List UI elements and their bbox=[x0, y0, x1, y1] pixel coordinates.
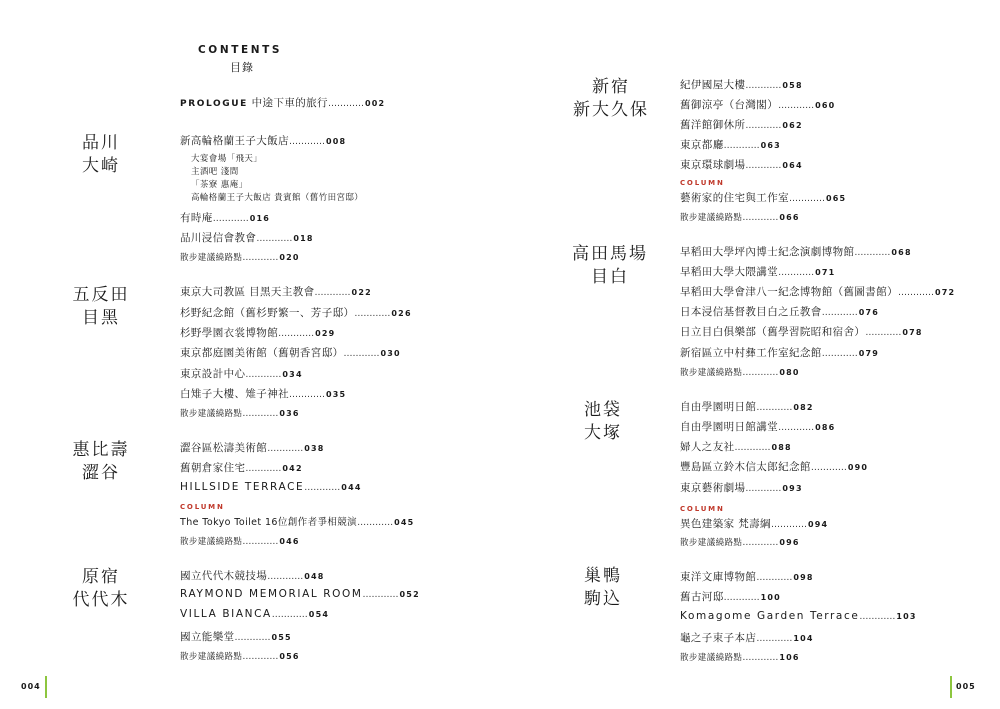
area-line: 澀谷 bbox=[82, 463, 120, 483]
area-shinagawa-osaki[interactable] bbox=[66, 132, 136, 178]
page-number: 063 bbox=[760, 141, 781, 150]
toc-entry[interactable]: 婦人之友社…………088 bbox=[680, 441, 792, 453]
page-number: 026 bbox=[391, 309, 412, 318]
toc-entry[interactable]: 早稻田大學大隈講堂…………071 bbox=[680, 266, 836, 278]
page-number: 104 bbox=[793, 634, 814, 643]
toc-entry[interactable]: 白雉子大樓、雉子神社…………035 bbox=[180, 388, 347, 400]
toc-entry[interactable]: 國立能樂堂…………055 bbox=[180, 631, 292, 643]
toc-entry[interactable]: 東京藝術劇場…………093 bbox=[680, 482, 803, 494]
toc-entry[interactable]: 杉野學園衣裳博物館…………029 bbox=[180, 327, 336, 339]
area-harajuku-yoyogi[interactable] bbox=[66, 566, 136, 612]
toc-subentry: 高輪格蘭王子大飯店 貴賓館（舊竹田宮邸） bbox=[191, 193, 364, 203]
toc-entry[interactable]: HILLSIDE TERRACE…………044 bbox=[180, 481, 362, 493]
area-line: 品川 bbox=[82, 133, 120, 153]
page-number: 076 bbox=[858, 308, 880, 317]
column-label: COLUMN bbox=[180, 503, 225, 511]
toc-walk-entry[interactable]: 散步建議繞路點…………080 bbox=[680, 368, 800, 378]
toc-entry[interactable]: 舊洋館御休所…………062 bbox=[680, 119, 803, 131]
toc-entry[interactable]: The Tokyo Toilet 16位創作者爭相競演…………045 bbox=[180, 517, 415, 528]
area-line: 巢鴨 bbox=[584, 566, 622, 586]
page-number: 103 bbox=[896, 612, 917, 621]
page-number: 044 bbox=[341, 483, 362, 492]
toc-entry[interactable]: 東洋文庫博物館…………098 bbox=[680, 571, 814, 583]
page-number: 034 bbox=[282, 370, 303, 379]
page-number: 030 bbox=[380, 349, 401, 358]
folio-accent-bar bbox=[45, 676, 47, 698]
toc-walk-entry[interactable]: 散步建議繞路點…………020 bbox=[180, 253, 300, 263]
folio-accent-bar bbox=[950, 676, 952, 698]
toc-entry[interactable]: 澀谷區松濤美術館…………038 bbox=[180, 442, 325, 454]
area-line: 新大久保 bbox=[573, 100, 649, 120]
toc-subentry: 「茶寮 惠庵」 bbox=[191, 180, 248, 190]
page-number: 046 bbox=[279, 537, 300, 546]
toc-entry[interactable]: 日立目白俱樂部（舊學習院昭和宿舍）…………078 bbox=[680, 326, 923, 338]
toc-entry[interactable]: 自由學園明日館講堂…………086 bbox=[680, 421, 836, 433]
page-number: 068 bbox=[891, 248, 912, 257]
toc-entry[interactable]: 日本浸信基督教目白之丘教會…………076 bbox=[680, 306, 880, 318]
page-number: 066 bbox=[779, 213, 800, 222]
toc-entry[interactable]: 藝術家的住宅與工作室…………065 bbox=[680, 192, 847, 204]
toc-entry[interactable]: 舊古河邸…………100 bbox=[680, 591, 781, 603]
toc-entry[interactable]: 國立代代木競技場…………048 bbox=[180, 570, 325, 582]
page-number: 090 bbox=[847, 463, 869, 472]
page-number: 020 bbox=[279, 253, 300, 262]
toc-entry[interactable]: 紀伊國屋大樓…………058 bbox=[680, 79, 803, 91]
contents-subtitle: 目錄 bbox=[230, 61, 254, 74]
toc-entry[interactable]: 豐島區立鈴木信太郎紀念館…………090 bbox=[680, 461, 869, 473]
page-number: 093 bbox=[782, 484, 803, 493]
toc-entry[interactable]: 新宿區立中村彝工作室紀念館…………079 bbox=[680, 347, 880, 359]
area-line: 五反田 bbox=[72, 285, 130, 305]
page-number: 079 bbox=[858, 349, 880, 358]
page-number: 096 bbox=[779, 538, 800, 547]
page-number: 071 bbox=[815, 268, 836, 277]
page-number: 062 bbox=[782, 121, 803, 130]
toc-entry[interactable]: 有時庵…………016 bbox=[180, 212, 271, 224]
contents-title: CONTENTS bbox=[198, 44, 283, 56]
toc-walk-entry[interactable]: 散步建議繞路點…………036 bbox=[180, 409, 300, 419]
page-number: 055 bbox=[271, 633, 292, 642]
page-number: 045 bbox=[394, 518, 415, 527]
page-number: 048 bbox=[304, 572, 325, 581]
toc-entry[interactable]: 品川浸信會教會…………018 bbox=[180, 232, 314, 244]
toc-entry[interactable]: 新高輪格蘭王子大飯店…………008 bbox=[180, 135, 347, 147]
page-number: 082 bbox=[793, 403, 814, 412]
area-line: 大塚 bbox=[584, 423, 622, 443]
area-takadanobaba-mejiro[interactable] bbox=[565, 243, 655, 289]
toc-entry[interactable]: VILLA BIANCA…………054 bbox=[180, 608, 330, 620]
area-line: 原宿 bbox=[82, 567, 120, 587]
page-number: 035 bbox=[326, 390, 347, 399]
toc-walk-entry[interactable]: 散步建議繞路點…………096 bbox=[680, 538, 800, 548]
page-number: 002 bbox=[364, 99, 386, 108]
toc-entry[interactable]: 舊御涼亭（台灣閣）…………060 bbox=[680, 99, 836, 111]
page-number: 008 bbox=[326, 137, 347, 146]
page-number: 054 bbox=[308, 610, 330, 619]
toc-walk-entry[interactable]: 散步建議繞路點…………106 bbox=[680, 653, 800, 663]
page-number: 052 bbox=[399, 590, 420, 599]
toc-entry[interactable]: 早稻田大學會津八一紀念博物館（舊圖書館）…………072 bbox=[680, 286, 956, 298]
prologue-entry[interactable]: PROLOGUE 中途下車的旅行…………002 bbox=[180, 97, 386, 109]
toc-subentry: 大宴會場「飛天」 bbox=[191, 154, 263, 164]
page-number: 106 bbox=[779, 653, 800, 662]
page-number: 088 bbox=[771, 443, 792, 452]
page-number: 072 bbox=[935, 288, 956, 297]
page-number: 016 bbox=[249, 214, 271, 223]
toc-walk-entry[interactable]: 散步建議繞路點…………066 bbox=[680, 213, 800, 223]
page-number: 078 bbox=[902, 328, 923, 337]
toc-entry[interactable]: 東京大司教區 目黑天主教會…………022 bbox=[180, 286, 372, 298]
toc-entry[interactable]: 杉野紀念館（舊杉野繁一、芳子邸）…………026 bbox=[180, 307, 412, 319]
toc-entry[interactable]: 東京設計中心…………034 bbox=[180, 368, 303, 380]
area-shinjuku-shinokubo[interactable] bbox=[573, 76, 649, 122]
toc-subentry: 主酒吧 淺間 bbox=[191, 167, 239, 177]
area-line: 新宿 bbox=[592, 77, 630, 97]
toc-entry[interactable]: RAYMOND MEMORIAL ROOM…………052 bbox=[180, 588, 420, 600]
column-label: COLUMN bbox=[680, 179, 725, 187]
page-number: 018 bbox=[293, 234, 314, 243]
page-number: 038 bbox=[304, 444, 325, 453]
toc-entry[interactable]: 異色建築家 梵壽綱…………094 bbox=[680, 518, 829, 530]
area-line: 目白 bbox=[591, 267, 629, 287]
area-line: 大崎 bbox=[82, 156, 120, 176]
area-sugamo-komagome[interactable] bbox=[573, 565, 633, 611]
page-number: 098 bbox=[793, 573, 814, 582]
prologue-label: PROLOGUE bbox=[180, 99, 248, 109]
page-number: 022 bbox=[351, 288, 372, 297]
column-label: COLUMN bbox=[680, 505, 725, 513]
page-number: 100 bbox=[760, 593, 781, 602]
prologue-text: 中途下車的旅行 bbox=[251, 97, 328, 109]
toc-walk-entry[interactable]: 散步建議繞路點…………046 bbox=[180, 537, 300, 547]
page-number: 042 bbox=[282, 464, 303, 473]
page-number: 058 bbox=[782, 81, 803, 90]
toc-entry[interactable]: 舊朝倉家住宅…………042 bbox=[180, 462, 303, 474]
area-line: 高田馬場 bbox=[572, 244, 648, 264]
toc-entry[interactable]: 東京環球劇場…………064 bbox=[680, 159, 803, 171]
area-ebisu-shibuya[interactable] bbox=[66, 439, 136, 485]
page-number: 036 bbox=[279, 409, 300, 418]
page-number: 029 bbox=[315, 329, 336, 338]
toc-entry[interactable]: 自由學園明日館…………082 bbox=[680, 401, 814, 413]
toc-entry[interactable]: 早稻田大學坪內博士紀念演劇博物館…………068 bbox=[680, 246, 912, 258]
page-number: 056 bbox=[279, 652, 300, 661]
area-ikebukuro-otsuka[interactable] bbox=[573, 399, 633, 445]
toc-entry[interactable]: 東京都廳…………063 bbox=[680, 139, 781, 151]
area-line: 代代木 bbox=[72, 590, 130, 610]
page-number: 060 bbox=[815, 101, 836, 110]
folio-right: 005 bbox=[956, 682, 976, 691]
page-number: 064 bbox=[782, 161, 803, 170]
toc-entry[interactable]: 龜之子束子本店…………104 bbox=[680, 632, 814, 644]
area-line: 池袋 bbox=[584, 400, 622, 420]
page-number: 080 bbox=[779, 368, 800, 377]
toc-walk-entry[interactable]: 散步建議繞路點…………056 bbox=[180, 652, 300, 662]
toc-entry[interactable]: Komagome Garden Terrace…………103 bbox=[680, 610, 917, 622]
area-line: 駒込 bbox=[584, 589, 622, 609]
area-line: 目黑 bbox=[82, 308, 120, 328]
toc-entry[interactable]: 東京都庭園美術館（舊朝香宮邸）…………030 bbox=[180, 347, 401, 359]
page-number: 065 bbox=[826, 194, 847, 203]
page-number: 094 bbox=[807, 520, 829, 529]
area-gotanda-meguro[interactable] bbox=[66, 284, 136, 330]
folio-left: 004 bbox=[21, 682, 41, 691]
area-line: 惠比壽 bbox=[72, 440, 130, 460]
page-number: 086 bbox=[815, 423, 836, 432]
